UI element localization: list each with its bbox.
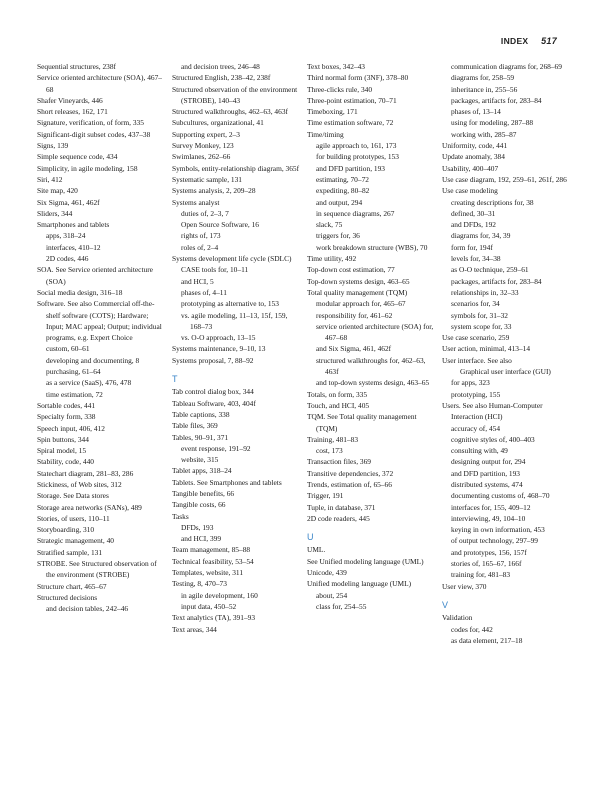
index-entry: Third normal form (3NF), 378–80 <box>307 73 409 83</box>
index-entry: Three-clicks rule, 340 <box>307 84 373 94</box>
index-subentry: phases of, 13–14 <box>451 107 501 117</box>
index-entry: Text analytics (TA), 391–93 <box>172 613 256 623</box>
index-entry: Systems analyst <box>172 197 220 207</box>
index-subentry: and DFDs, 192 <box>451 220 496 230</box>
index-entry: UML. <box>307 545 326 555</box>
index-subentry: and DFD partition, 193 <box>316 163 385 173</box>
index-entry: Time estimation software, 72 <box>307 118 394 128</box>
index-subentry: working with, 285–87 <box>451 129 517 139</box>
index-entry: Shafer Vineyards, 446 <box>37 95 103 105</box>
index-subentry: as a service (SaaS), 476, 478 <box>46 378 132 388</box>
index-entry: Unicode, 439 <box>307 568 347 578</box>
index-subentry: system scope for, 33 <box>451 321 512 331</box>
index-subentry: and HCI, 5 <box>181 276 214 286</box>
index-entry: STROBE. See Structured observation of the environment (STROBE) <box>37 559 157 580</box>
index-entry: Sliders, 344 <box>37 208 73 218</box>
index-subentry: diagrams for, 34, 39 <box>451 231 511 241</box>
index-subentry: relationships in, 32–33 <box>451 287 519 297</box>
index-entry: Strategic management, 40 <box>37 536 114 546</box>
index-subentry: rights of, 173 <box>181 231 221 241</box>
index-entry: Transitive dependencies, 372 <box>307 468 394 478</box>
index-subentry: cost, 173 <box>316 446 343 456</box>
index-subentry: and HCI, 399 <box>181 534 222 544</box>
section-letter: V <box>442 599 449 610</box>
index-entry: Spiral model, 15 <box>37 446 87 456</box>
index-subentry: service oriented architecture (SOA) for, 467–68 <box>316 321 434 343</box>
index-subentry: CASE tools for, 10–11 <box>181 265 249 275</box>
index-entry: Trends, estimation of, 65–66 <box>307 479 392 489</box>
index-subentry: work breakdown structure (WBS), 70 <box>316 242 428 252</box>
index-entry: Speech input, 406, 412 <box>37 423 105 433</box>
index-subentry: documenting customs of, 468–70 <box>451 491 550 501</box>
index-entry: Unified modeling language (UML) <box>307 579 412 589</box>
index-subentry: prototyping, 155 <box>451 389 501 399</box>
index-entry: Tab control dialog box, 344 <box>172 387 254 397</box>
index-subentry: communication diagrams for, 268–69 <box>451 62 562 71</box>
index-entry: Swimlanes, 262–66 <box>172 152 231 162</box>
index-subentry: vs. agile modeling, 11–13, 15f, 159, 168–73 <box>181 310 288 331</box>
index-entry: See Unified modeling language (UML) <box>307 556 424 566</box>
index-subentry: expediting, 80–82 <box>316 186 370 196</box>
index-entry: Statechart diagram, 281–83, 286 <box>37 468 134 478</box>
index-subentry: diagrams for, 258–59 <box>451 73 515 83</box>
index-subentry: vs. O-O approach, 13–15 <box>181 333 256 343</box>
index-entry: Tangible costs, 66 <box>172 500 226 510</box>
index-subentry: keying in own information, 453 <box>451 525 545 535</box>
index-subentry: time estimation, 72 <box>46 389 103 399</box>
section-letter: T <box>172 374 178 385</box>
index-subentry: event response, 191–92 <box>181 443 251 453</box>
index-subentry: codes for, 442 <box>451 624 493 634</box>
index-subentry: form for, 194f <box>451 242 493 252</box>
index-subentry: for apps, 323 <box>451 378 490 388</box>
index-entry: Tableau Software, 403, 404f <box>172 398 256 408</box>
index-subentry: as data element, 217–18 <box>451 635 523 645</box>
index-subentry: Open Source Software, 16 <box>181 220 259 230</box>
index-subentry: agile approach to, 161, 173 <box>316 141 397 151</box>
index-entry: Users. See also Human-Computer Interaction (HCI) <box>442 400 543 422</box>
index-entry: Tables, 90–91, 371 <box>172 432 229 442</box>
index-subentry: duties of, 2–3, 7 <box>181 208 229 218</box>
index-subentry: as O-O technique, 259–61 <box>451 265 529 275</box>
index-entry: Three-point estimation, 70–71 <box>307 95 397 105</box>
index-subentry: and prototypes, 156, 157f <box>451 547 527 557</box>
index-subentry: and output, 294 <box>316 197 363 207</box>
index-subentry: interviewing, 49, 104–10 <box>451 513 526 523</box>
index-entry: Six Sigma, 461, 462f <box>37 197 100 207</box>
index-subentry: of output technology, 297–99 <box>451 536 538 546</box>
index-entry: Structured decisions <box>37 592 98 602</box>
index-subentry: distributed systems, 474 <box>451 479 523 489</box>
index-subentry: and Six Sigma, 461, 462f <box>316 344 392 354</box>
index-entry: Tuple, in database, 371 <box>307 502 376 512</box>
index-entry: Stability, code, 440 <box>37 457 94 467</box>
index-subentry: interfaces, 410–12 <box>46 242 101 252</box>
index-subentry: class for, 254–55 <box>316 601 367 611</box>
index-subentry: and decision tables, 242–46 <box>46 604 129 614</box>
index-subentry: apps, 318–24 <box>46 231 86 241</box>
index-entry: Tablets. See Smartphones and tablets <box>172 477 282 487</box>
index-entry: Subcultures, organizational, 41 <box>172 118 264 128</box>
header-title: INDEX <box>500 36 529 46</box>
index-entry: Table files, 369 <box>172 421 218 431</box>
index-entry: Structure chart, 465–67 <box>37 581 107 591</box>
running-header <box>501 36 557 46</box>
index-entry: Simple sequence code, 434 <box>37 152 118 162</box>
index-subentry: in sequence diagrams, 267 <box>316 208 395 218</box>
index-entry: Uniformity, code, 441 <box>442 141 508 151</box>
index-subentry: estimating, 70–72 <box>316 174 369 184</box>
index-subentry: stories of, 165–67, 166f <box>451 559 522 569</box>
index-subentry: modular approach for, 465–67 <box>316 299 406 309</box>
index-entry: Use case modeling <box>442 186 498 196</box>
index-subentry: responsibility for, 461–62 <box>316 310 393 320</box>
index-subentry: and top-down systems design, 463–65 <box>316 378 430 388</box>
index-subentry: website, 315 <box>181 455 219 465</box>
index-subentry: packages, artifacts for, 283–84 <box>451 95 542 105</box>
index-entry: Stories, of users, 110–11 <box>37 513 110 523</box>
index-entry: Tasks <box>172 511 189 521</box>
index-subentry: using for modeling, 287–88 <box>451 118 534 128</box>
index-subentry: interfaces for, 155, 409–12 <box>451 502 531 512</box>
index-entry: Transaction files, 369 <box>307 457 371 467</box>
index-column-1 <box>37 61 165 615</box>
index-entry: Survey Monkey, 123 <box>172 141 234 151</box>
index-entry: Structured observation of the environment (STROBE), 140–43 <box>172 84 298 105</box>
index-entry: Software. See also Commercial off-the-shelf software (COTS); Hardware; Input; MAC appeal; Output; individual programs, e.g. Expert Choice <box>37 299 162 343</box>
index-subentry: defined, 30–31 <box>451 208 496 218</box>
index-subentry: roles of, 2–4 <box>181 242 219 252</box>
index-subentry: cognitive styles of, 400–403 <box>451 434 535 444</box>
index-entry: Signs, 139 <box>37 141 69 151</box>
index-subentry: inheritance in, 255–56 <box>451 84 518 94</box>
index-subentry: 2D codes, 446 <box>46 254 89 264</box>
index-entry: Templates, website, 311 <box>172 568 244 578</box>
section-letter: U <box>307 532 314 543</box>
index-subentry: and decision trees, 246–48 <box>181 62 260 71</box>
index-subentry: training for, 481–83 <box>451 570 511 580</box>
index-subentry: levels for, 34–38 <box>451 254 501 264</box>
index-entry: Smartphones and tablets <box>37 220 110 230</box>
index-entry: Testing, 8, 470–73 <box>172 579 227 589</box>
index-entry: Systems analysis, 2, 209–28 <box>172 186 256 196</box>
index-entry: Stickiness, of Web sites, 312 <box>37 479 122 489</box>
index-entry: Time/timing <box>307 129 344 139</box>
index-entry: Signature, verification, of form, 335 <box>37 118 144 128</box>
index-subentry: in agile development, 160 <box>181 590 258 600</box>
index-subentry: packages, artifacts for, 283–84 <box>451 276 542 286</box>
index-entry: Sortable codes, 441 <box>37 400 96 410</box>
index-entry: User view, 370 <box>442 581 487 591</box>
index-subentry: slack, 75 <box>316 220 343 230</box>
index-entry: TQM. See Total quality management (TQM) <box>307 412 417 433</box>
index-entry: Tangible benefits, 66 <box>172 488 235 498</box>
index-entry: Total quality management (TQM) <box>307 287 408 297</box>
index-entry: Use case scenario, 259 <box>442 333 510 343</box>
index-subentry: structured walkthroughs for, 462–63, 463f <box>316 355 426 377</box>
index-entry: Social media design, 316–18 <box>37 287 123 297</box>
index-subentry: scenarios for, 34 <box>451 299 500 309</box>
index-subentry: DFDs, 193 <box>181 522 214 532</box>
index-entry: Supporting expert, 2–3 <box>172 129 240 139</box>
index-entry: User action, minimal, 413–14 <box>442 344 531 354</box>
index-entry: Table captions, 338 <box>172 409 230 419</box>
index-entry: Top-down systems design, 463–65 <box>307 276 410 286</box>
index-entry: Site map, 420 <box>37 186 78 196</box>
index-entry: Systems proposal, 7, 88–92 <box>172 355 254 365</box>
index-entry: Systematic sample, 131 <box>172 174 242 184</box>
index-entry: Symbols, entity-relationship diagram, 365f <box>172 163 300 173</box>
index-entry: Structured English, 238–42, 238f <box>172 73 271 83</box>
index-subentry: about, 254 <box>316 590 348 600</box>
index-subentry: and DFD partition, 193 <box>451 468 520 478</box>
index-subentry: accuracy of, 454 <box>451 423 501 433</box>
index-entry: Short releases, 162, 171 <box>37 107 108 117</box>
index-entry: Technical feasibility, 53–54 <box>172 556 254 566</box>
index-entry: Text boxes, 342–43 <box>307 62 365 71</box>
index-entry: 2D code readers, 445 <box>307 513 370 523</box>
index-entry: Use case diagram, 192, 259–61, 261f, 286 <box>442 174 567 184</box>
index-entry: Touch, and HCI, 405 <box>307 400 370 410</box>
index-entry: Structured walkthroughs, 462–63, 463f <box>172 107 288 117</box>
index-entry: Storage. See Data stores <box>37 491 109 501</box>
index-entry: Storage area networks (SANs), 489 <box>37 502 142 512</box>
index-entry: Training, 481–83 <box>307 434 359 444</box>
index-entry: Timeboxing, 171 <box>307 107 358 117</box>
index-entry: Specialty form, 338 <box>37 412 96 422</box>
index-entry: Sequential structures, 238f <box>37 62 117 71</box>
index-subentry: consulting with, 49 <box>451 446 508 456</box>
index-subentry: input data, 450–52 <box>181 601 237 611</box>
index-subentry: triggers for, 36 <box>316 231 360 241</box>
index-entry: Systems maintenance, 9–10, 13 <box>172 344 266 354</box>
page-number: 517 <box>541 36 557 46</box>
index-subentry: custom, 60–61 <box>46 344 90 354</box>
index-entry: Text areas, 344 <box>172 624 217 634</box>
index-subentry: for building prototypes, 153 <box>316 152 399 162</box>
index-subentry: developing and documenting, 8 <box>46 355 140 365</box>
index-subentry: purchasing, 61–64 <box>46 367 101 377</box>
index-entry: Update anomaly, 384 <box>442 152 505 162</box>
index-entry: Trigger, 191 <box>307 491 344 501</box>
index-entry: Team management, 85–88 <box>172 545 251 555</box>
index-entry: Top-down cost estimation, 77 <box>307 265 395 275</box>
index-entry: SOA. See Service oriented architecture (SOA) <box>37 265 153 286</box>
index-column-3 <box>307 61 435 612</box>
index-subentry: prototyping as alternative to, 153 <box>181 299 279 309</box>
index-entry: Stratified sample, 131 <box>37 547 103 557</box>
index-subentry: designing output for, 294 <box>451 457 526 467</box>
index-subentry: creating descriptions for, 38 <box>451 197 534 207</box>
index-column-4 <box>442 61 570 646</box>
index-entry: Totals, on form, 335 <box>307 389 368 399</box>
index-entry: Time utility, 492 <box>307 254 357 264</box>
index-entry: Simplicity, in agile modeling, 158 <box>37 163 138 173</box>
index-subentry: phases of, 4–11 <box>181 287 227 297</box>
index-entry: Siri, 412 <box>37 174 63 184</box>
index-entry: Usability, 400–407 <box>442 163 499 173</box>
index-entry: Systems development life cycle (SDLC) <box>172 254 292 264</box>
index-entry: Service oriented architecture (SOA), 467–68 <box>37 73 162 94</box>
index-entry: User interface. See also <box>442 355 512 365</box>
index-entry: Tablet apps, 318–24 <box>172 466 232 476</box>
index-entry: Validation <box>442 613 473 623</box>
index-entry: Storyboarding, 310 <box>37 525 95 535</box>
index-entry: Significant-digit subset codes, 437–38 <box>37 129 151 139</box>
index-subentry: symbols for, 31–32 <box>451 310 508 320</box>
index-entry: Spin buttons, 344 <box>37 434 89 444</box>
index-subentry: Graphical user interface (GUI) <box>460 367 551 377</box>
index-column-2 <box>172 61 300 635</box>
